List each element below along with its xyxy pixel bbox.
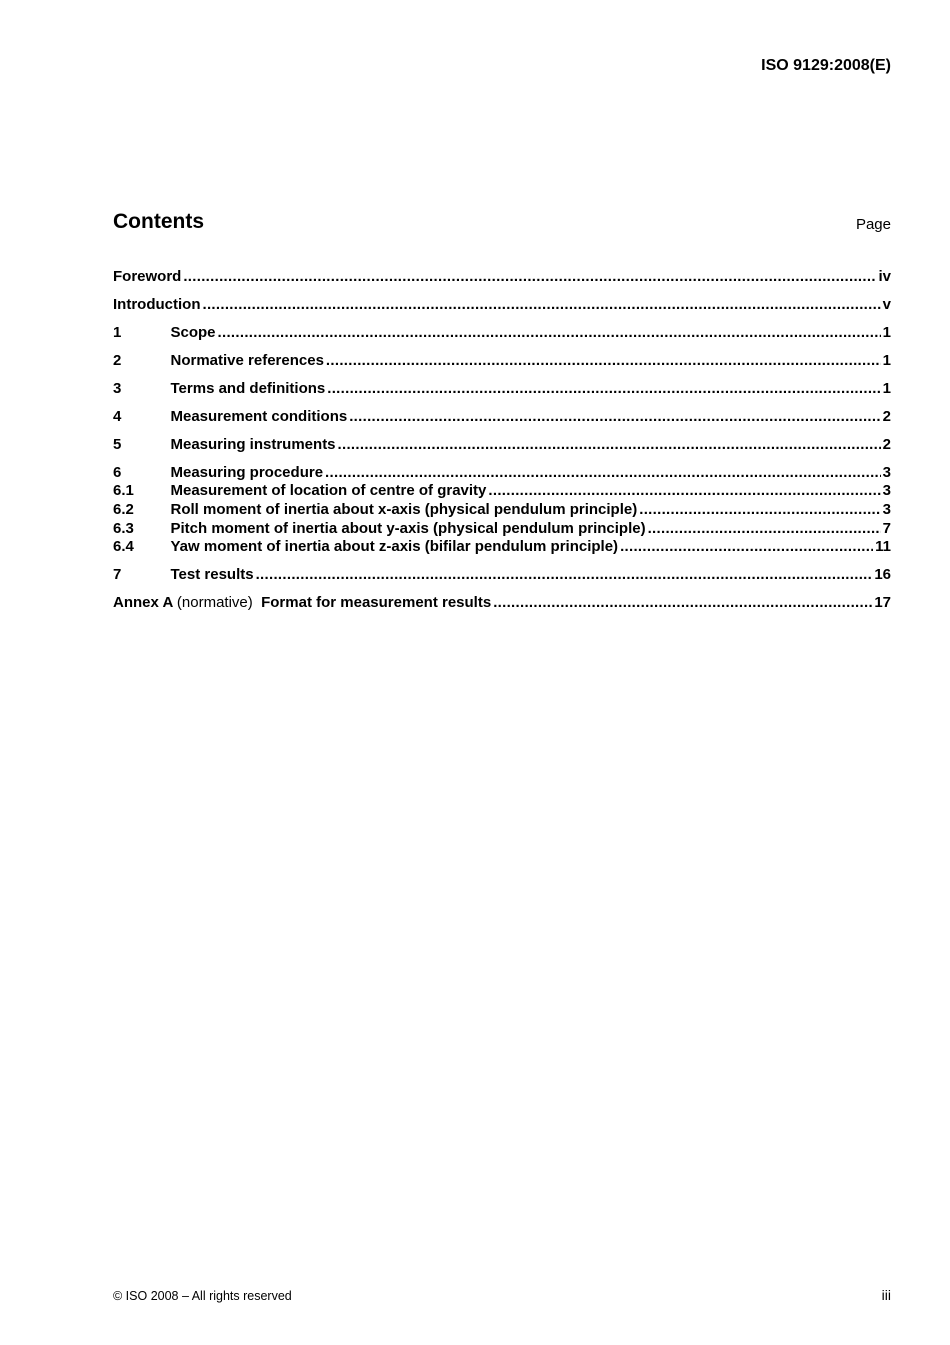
toc-entry-number: 6.4	[113, 538, 134, 556]
toc-entry-introduction[interactable]	[113, 296, 891, 315]
toc-entry-page: 1	[882, 323, 891, 341]
toc-entry-page: v	[882, 295, 891, 313]
footer-page-number: iii	[881, 1287, 891, 1303]
toc-entry-measurement-conditions[interactable]	[113, 408, 891, 427]
page-column-label: Page	[855, 216, 891, 233]
table-of-contents	[113, 268, 891, 613]
toc-leader-dots	[202, 296, 880, 315]
toc-entry-annex-a[interactable]	[113, 594, 891, 613]
toc-entry-foreword[interactable]	[113, 268, 891, 287]
toc-entry-title: Measurement of location of centre of gravity	[170, 482, 487, 500]
annex-type: (normative)	[176, 594, 253, 612]
toc-entry-normative-references[interactable]	[113, 352, 891, 371]
toc-leader-dots	[493, 594, 872, 613]
toc-entry-page: 17	[874, 594, 891, 612]
toc-leader-dots	[338, 436, 881, 455]
toc-entry-centre-of-gravity[interactable]	[113, 482, 891, 501]
toc-entry-scope[interactable]	[113, 324, 891, 343]
toc-entry-page: 2	[882, 435, 891, 453]
toc-entry-page: iv	[878, 268, 891, 285]
toc-entry-number: 6.3	[113, 519, 134, 537]
toc-entry-title: Roll moment of inertia about x-axis (physical pendulum principle)	[170, 501, 638, 519]
toc-entry-page: 3	[882, 482, 891, 500]
toc-leader-dots	[183, 268, 876, 287]
toc-entry-number: 5	[113, 435, 122, 453]
annex-label: Annex A	[113, 594, 173, 612]
toc-entry-title: Measuring procedure	[170, 463, 324, 481]
toc-entry-page: 3	[882, 463, 891, 481]
toc-entry-number: 6.1	[113, 482, 134, 500]
toc-entry-title: Pitch moment of inertia about y-axis (physical pendulum principle)	[170, 519, 646, 537]
toc-entry-yaw-moment[interactable]	[113, 538, 891, 557]
toc-entry-title: Terms and definitions	[170, 379, 326, 397]
toc-leader-dots	[256, 566, 873, 585]
footer-copyright: © ISO 2008 – All rights reserved	[113, 1289, 292, 1303]
toc-entry-title: Measurement conditions	[170, 407, 348, 425]
contents-title: Contents	[113, 210, 204, 233]
document-id: ISO 9129:2008(E)	[761, 57, 891, 74]
toc-leader-dots	[325, 464, 881, 483]
toc-entry-title: Foreword	[113, 268, 182, 285]
toc-entry-title	[113, 594, 491, 613]
toc-entry-measuring-procedure[interactable]	[113, 464, 891, 483]
toc-entry-number: 1	[113, 323, 122, 341]
toc-leader-dots	[327, 380, 880, 399]
toc-entry-title: Normative references	[170, 351, 324, 369]
toc-entry-title: Introduction	[113, 295, 201, 313]
toc-entry-page: 2	[882, 407, 891, 425]
toc-entry-title: Measuring instruments	[170, 435, 336, 453]
toc-entry-page: 7	[882, 519, 891, 537]
toc-entry-page: 11	[875, 538, 891, 556]
toc-entry-pitch-moment[interactable]	[113, 520, 891, 539]
toc-entry-number: 6.2	[113, 501, 134, 519]
toc-entry-test-results[interactable]	[113, 566, 891, 585]
toc-entry-terms-and-definitions[interactable]	[113, 380, 891, 399]
toc-entry-page: 16	[874, 566, 891, 584]
toc-entry-page: 1	[882, 379, 891, 397]
toc-leader-dots	[218, 324, 881, 343]
toc-entry-roll-moment[interactable]	[113, 501, 891, 520]
toc-leader-dots	[639, 501, 880, 520]
toc-entry-number: 3	[113, 379, 122, 397]
toc-entry-title: Test results	[170, 566, 254, 584]
toc-leader-dots	[349, 408, 880, 427]
toc-leader-dots	[648, 520, 881, 539]
toc-entry-number: 6	[113, 463, 122, 481]
toc-leader-dots	[488, 482, 880, 501]
annex-title: Format for measurement results	[261, 594, 492, 612]
toc-entry-number: 4	[113, 407, 122, 425]
toc-entry-number: 7	[113, 566, 122, 584]
toc-entry-measuring-instruments[interactable]	[113, 436, 891, 455]
toc-entry-page: 1	[882, 351, 891, 369]
toc-entry-title: Yaw moment of inertia about z-axis (bifilar pendulum principle)	[170, 538, 619, 556]
toc-leader-dots	[620, 538, 873, 557]
toc-entry-title: Scope	[170, 323, 216, 341]
toc-entry-number: 2	[113, 351, 122, 369]
toc-entry-page: 3	[882, 501, 891, 519]
contents-header	[113, 210, 891, 236]
toc-leader-dots	[326, 352, 881, 371]
